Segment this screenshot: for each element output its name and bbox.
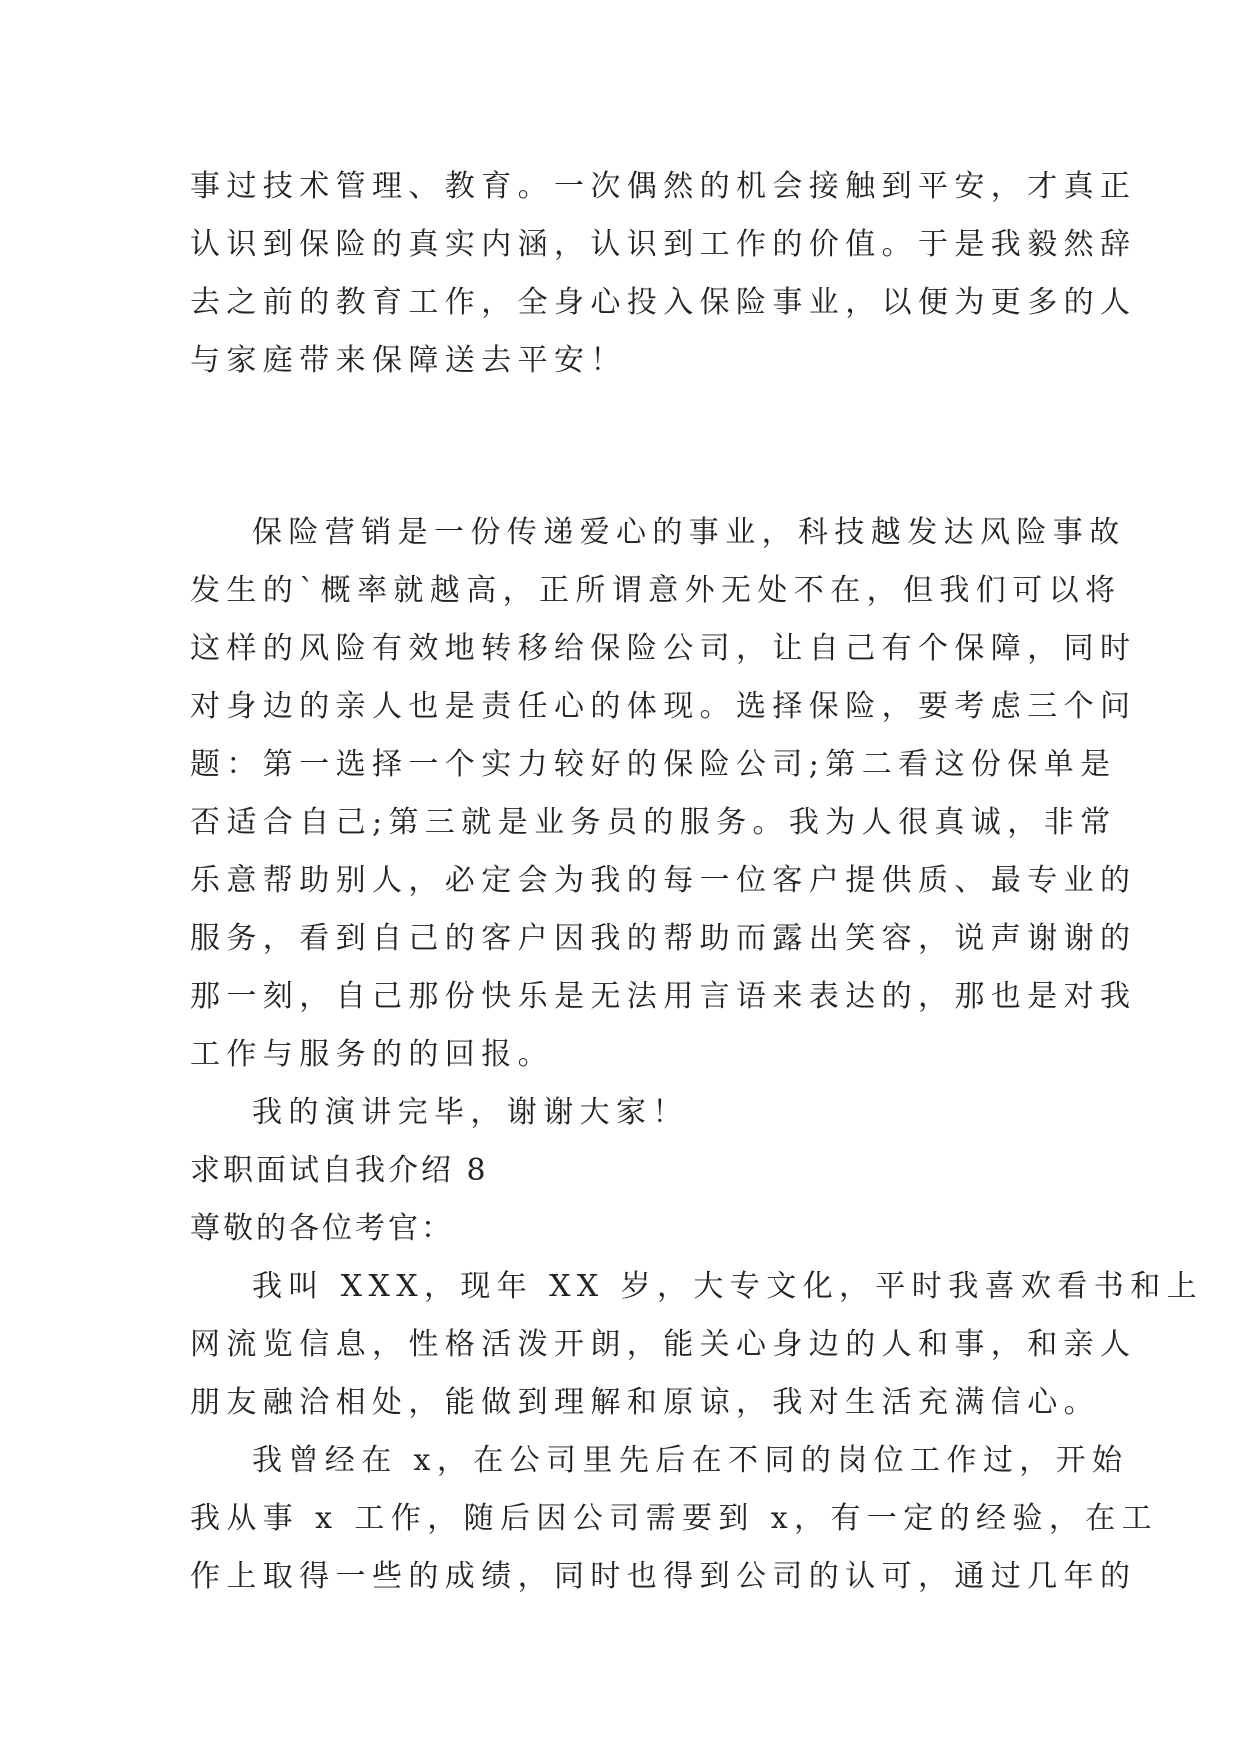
text-line: 对身边的亲人也是责任心的体现。选择保险，要考虑三个问 xyxy=(190,689,1137,724)
closing-remark: 我的演讲完毕，谢谢大家！ xyxy=(252,1095,689,1130)
paragraph-gap xyxy=(190,390,1052,504)
text-line: 事过技术管理、教育。一次偶然的机会接触到平安，才真正 xyxy=(190,169,1137,204)
paragraph-self-introduction xyxy=(190,1258,1203,1432)
text-line: 工作与服务的的回报。 xyxy=(190,1037,554,1072)
text-line: 朋友融洽相处，能做到理解和原谅，我对生活充满信心。 xyxy=(190,1385,1100,1420)
text-line: 我从事 x 工作，随后因公司需要到 x，有一定的经验，在工 xyxy=(190,1501,1159,1536)
text-line: 认识到保险的真实内涵，认识到工作的价值。于是我毅然辞 xyxy=(190,227,1137,262)
text-line: 与家庭带来保障送去平安！ xyxy=(190,343,627,378)
paragraph-intro-continued xyxy=(190,158,1137,390)
text-line: 乐意帮助别人，必定会为我的每一位客户提供质、最专业的 xyxy=(190,863,1137,898)
text-line: 我曾经在 x，在公司里先后在不同的岗位工作过，开始 xyxy=(252,1443,1129,1478)
paragraph-insurance-marketing xyxy=(190,504,1137,1084)
salutation: 尊敬的各位考官： xyxy=(190,1211,454,1246)
paragraph-work-experience xyxy=(190,1432,1159,1606)
text-line: 否适合自己;第三就是业务员的服务。我为人很真诚，非常 xyxy=(190,805,1117,840)
text-line: 发生的`概率就越高，正所谓意外无处不在，但我们可以将 xyxy=(190,573,1122,608)
text-line: 作上取得一些的成绩，同时也得到公司的认可，通过几年的 xyxy=(190,1559,1137,1594)
text-line: 去之前的教育工作，全身心投入保险事业，以便为更多的人 xyxy=(190,285,1137,320)
text-line: 网流览信息，性格活泼开朗，能关心身边的人和事，和亲人 xyxy=(190,1327,1137,1362)
text-line: 题：第一选择一个实力较好的保险公司;第二看这份保单是 xyxy=(190,747,1117,782)
text-line: 服务，看到自己的客户因我的帮助而露出笑容，说声谢谢的 xyxy=(190,921,1137,956)
section-title: 求职面试自我介绍 8 xyxy=(190,1153,489,1188)
text-line: 那一刻，自己那份快乐是无法用言语来表达的，那也是对我 xyxy=(190,979,1137,1014)
document-body xyxy=(190,158,1203,1606)
text-line: 保险营销是一份传递爱心的事业，科技越发达风险事故 xyxy=(252,515,1126,550)
text-line: 我叫 XXX，现年 XX 岁，大专文化，平时我喜欢看书和上 xyxy=(252,1269,1203,1304)
text-line: 这样的风险有效地转移给保险公司，让自己有个保障，同时 xyxy=(190,631,1137,666)
